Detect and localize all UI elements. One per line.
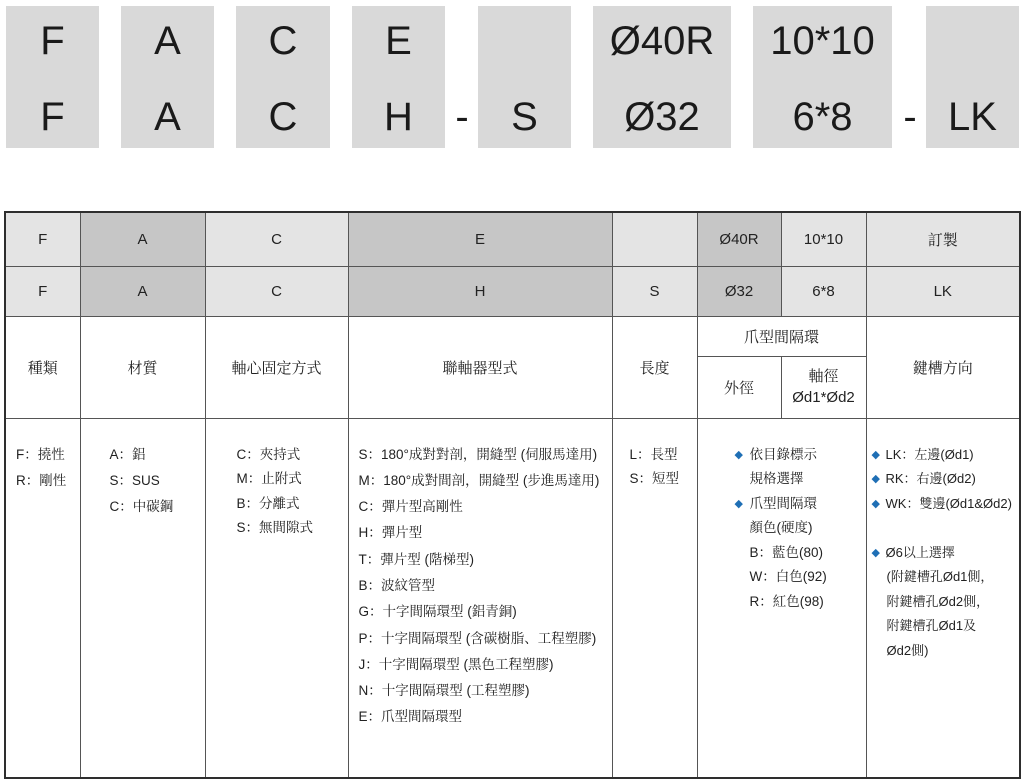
option-item: S：180°成對對剖，開縫型 (伺服馬達用) <box>358 446 598 462</box>
header-length: 長度 <box>612 316 697 418</box>
option-item: 規格選擇 <box>749 471 804 486</box>
code-box-type <box>6 6 99 148</box>
code-cell-outer-dia: Ø40R <box>697 212 781 266</box>
code-box-material-top: A <box>154 19 181 63</box>
option-item: 附鍵槽孔Ød1及 <box>886 618 977 633</box>
code-box-coupling-type <box>352 6 445 148</box>
option-item: R：紅色(98) <box>749 593 824 609</box>
diamond-bullet-icon <box>872 467 886 492</box>
code-cell-shaft-dia: 6*8 <box>781 266 866 316</box>
header-keyway: 鍵槽方向 <box>866 316 1020 418</box>
code-box-type-bottom: F <box>40 95 65 139</box>
option-item: R：剛性 <box>16 472 67 488</box>
code-separator: - <box>455 95 469 139</box>
header-fixing: 軸心固定方式 <box>205 316 348 418</box>
option-item <box>735 443 866 468</box>
code-cell-type: F <box>5 212 80 266</box>
option-text: RK：右邊(Ød2) <box>885 471 976 486</box>
code-box-material-bottom: A <box>154 95 181 139</box>
diamond-bullet-icon <box>872 443 886 468</box>
code-box-coupling-type-top: E <box>385 19 412 63</box>
option-item <box>872 492 1020 517</box>
option-item: (附鍵槽孔Ød1側， <box>886 569 994 584</box>
header-shaft-dia <box>781 356 866 418</box>
code-cell-keyway: LK <box>866 266 1020 316</box>
option-item: W：白色(92) <box>749 569 827 584</box>
header-material: 材質 <box>80 316 205 418</box>
option-item <box>872 541 1020 566</box>
option-item: N：十字間隔環型 (工程塑膠) <box>358 683 530 699</box>
option-item <box>872 467 1020 492</box>
option-item: M：180°成對間剖，開縫型 (步進馬達用) <box>358 472 600 488</box>
options-length <box>612 418 697 778</box>
option-item: A：鋁 <box>109 446 146 462</box>
option-item: S：短型 <box>629 471 680 486</box>
option-item: F：撓性 <box>16 446 65 462</box>
code-box-outer-dia-top: Ø40R <box>609 19 715 63</box>
diamond-bullet-icon <box>735 492 750 517</box>
option-item: B：分離式 <box>236 495 300 511</box>
option-item: 附鍵槽孔Ød2側， <box>886 593 990 609</box>
option-item: S：無間隙式 <box>236 520 314 535</box>
option-item <box>735 492 866 517</box>
option-item: Ød2側) <box>886 642 929 658</box>
code-separator: - <box>903 95 917 139</box>
option-item: M：止附式 <box>236 471 302 486</box>
code-box-coupling-type-bottom: H <box>384 95 413 139</box>
option-text: 依目錄標示 <box>749 446 817 462</box>
diamond-bullet-icon <box>735 443 750 468</box>
option-text: LK：左邊(Ød1) <box>885 446 974 462</box>
header-shaft-dia-sub: Ød1*Ød2 <box>792 389 855 406</box>
option-item: E：爪型間隔環型 <box>358 709 463 725</box>
code-box-fixing-top: C <box>268 19 298 63</box>
code-cell-coupling-type: E <box>348 212 612 266</box>
option-item: B：波紋管型 <box>358 577 436 593</box>
code-box-fixing-bottom: C <box>268 95 298 139</box>
options-material <box>80 418 205 778</box>
option-text: WK：雙邊(Ød1&Ød2) <box>885 495 1012 511</box>
option-text: 爪型間隔環 <box>749 495 817 511</box>
code-cell-type: F <box>5 266 80 316</box>
code-box-outer-dia <box>593 6 731 148</box>
code-box-shaft-dia-top: 10*10 <box>770 19 875 63</box>
option-text: Ø6以上選擇 <box>885 544 955 560</box>
code-cell-material: A <box>80 212 205 266</box>
code-box-shaft-dia-bottom: 6*8 <box>792 95 853 139</box>
option-item: C：夾持式 <box>236 446 301 462</box>
header-shaft-dia-label: 軸徑 <box>808 368 839 385</box>
code-row-2 <box>5 266 1020 316</box>
option-item: C：中碳鋼 <box>109 498 174 514</box>
code-box-length-bottom: S <box>511 95 538 139</box>
code-cell-length: S <box>612 266 697 316</box>
code-cell-keyway: 訂製 <box>866 212 1020 266</box>
options-row <box>5 418 1020 778</box>
code-box-fixing <box>236 6 330 148</box>
options-keyway <box>866 418 1020 778</box>
code-row-1 <box>5 212 1020 266</box>
code-cell-outer-dia: Ø32 <box>697 266 781 316</box>
option-item: B：藍色(80) <box>749 544 824 560</box>
options-spacer <box>697 418 866 778</box>
diamond-bullet-icon <box>872 541 886 566</box>
options-coupling-type <box>348 418 612 778</box>
options-fixing <box>205 418 348 778</box>
spec-table <box>4 211 1021 779</box>
code-box-length <box>478 6 571 148</box>
option-item: L：長型 <box>629 446 678 462</box>
header-row <box>5 316 1020 356</box>
option-item: P：十字間隔環型 (含碳樹脂、工程塑膠) <box>358 630 597 646</box>
code-cell-length <box>612 212 697 266</box>
option-item: H：彈片型 <box>358 525 423 541</box>
code-cell-material: A <box>80 266 205 316</box>
option-item: 顏色(硬度) <box>749 520 813 535</box>
option-item <box>872 443 1020 468</box>
option-item: C：彈片型高剛性 <box>358 499 463 515</box>
code-box-keyway-bottom: LK <box>948 95 997 139</box>
code-cell-coupling-type: H <box>348 266 612 316</box>
code-box-keyway <box>926 6 1019 148</box>
header-outer-dia: 外徑 <box>697 356 781 418</box>
code-cell-shaft-dia: 10*10 <box>781 212 866 266</box>
code-box-shaft-dia <box>753 6 892 148</box>
diamond-bullet-icon <box>872 492 886 517</box>
options-type <box>5 418 80 778</box>
code-cell-fixing: C <box>205 266 348 316</box>
header-coupling-type: 聯軸器型式 <box>348 316 612 418</box>
option-item: G：十字間隔環型 (鋁青銅) <box>358 604 517 620</box>
option-item: T：彈片型 (階梯型) <box>358 551 474 567</box>
code-box-material <box>121 6 214 148</box>
code-box-type-top: F <box>40 19 65 63</box>
header-spacer: 爪型間隔環 <box>697 316 866 356</box>
code-cell-fixing: C <box>205 212 348 266</box>
option-item: S：SUS <box>109 472 160 488</box>
option-item: J：十字間隔環型 (黑色工程塑膠) <box>358 656 554 672</box>
code-box-outer-dia-bottom: Ø32 <box>624 95 700 139</box>
header-type: 種類 <box>5 316 80 418</box>
